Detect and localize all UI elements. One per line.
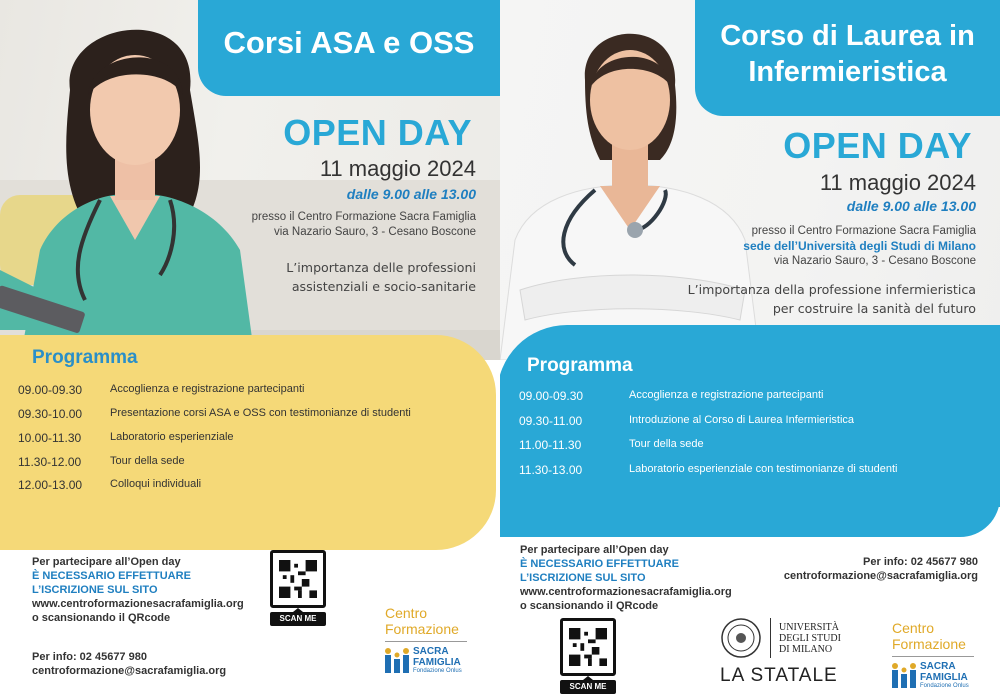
centro-formazione-logo-right	[892, 620, 982, 689]
qr-code-left[interactable]	[270, 550, 326, 630]
qr-code-box	[560, 618, 616, 676]
programma-time: 09.00-09.30	[519, 389, 584, 403]
sacra-famiglia-text	[916, 661, 969, 689]
scan-me-label: SCAN ME	[560, 680, 616, 694]
participate-text: Per partecipare all’Open day	[520, 544, 669, 556]
family-figures-icon	[385, 647, 409, 673]
registration-info-left	[32, 555, 244, 625]
logo-line-2: Formazione	[385, 621, 459, 637]
programma-desc: Laboratorio esperienziale con testimonianze di studenti	[629, 463, 898, 475]
la-statale-wordmark: LA STATALE	[720, 665, 838, 686]
website-link[interactable]: www.centroformazionesacrafamiglia.org	[520, 586, 732, 598]
event-date-left: 11 maggio 2024	[319, 156, 476, 181]
info-phone: Per info: 02 45677 980	[32, 651, 147, 663]
required-line-1: È NECESSARIO EFFETTUARE	[32, 570, 191, 582]
programma-time: 11.30-12.00	[18, 455, 82, 469]
logo-divider	[892, 656, 974, 657]
brand-sub: Fondazione Onlus	[920, 683, 969, 689]
programma-block-left	[0, 335, 496, 550]
programma-desc: Laboratorio esperienziale	[110, 431, 234, 443]
event-location-right	[743, 224, 976, 269]
sacra-famiglia-text	[409, 646, 462, 674]
programma-title-right: Programma	[527, 355, 633, 376]
la-statale-logo	[720, 617, 841, 687]
logo-line-2: Formazione	[892, 636, 966, 652]
university-line-3: DI MILANO	[779, 643, 833, 655]
programma-time: 11.30-13.00	[519, 463, 583, 477]
registration-info-right	[520, 543, 732, 613]
tagline-line-1: L’importanza delle professioni	[286, 260, 476, 275]
contact-info-left	[32, 650, 226, 678]
required-line-2: L’ISCRIZIONE SUL SITO	[32, 584, 158, 596]
family-figures-icon	[892, 662, 916, 688]
sacra-famiglia-mark	[892, 661, 982, 689]
website-link[interactable]: www.centroformazionesacrafamiglia.org	[32, 598, 244, 610]
programma-desc: Introduzione al Corso di Laurea Infermieristica	[629, 414, 855, 426]
programma-desc: Presentazione corsi ASA e OSS con testimonianze di studenti	[110, 407, 411, 419]
university-name	[779, 622, 841, 655]
programma-time: 09.30-10.00	[18, 407, 83, 421]
logo-line-1: Centro	[385, 605, 428, 621]
sacra-famiglia-mark	[385, 646, 475, 674]
scan-me-label: SCAN ME	[270, 612, 326, 626]
open-day-heading-right: OPEN DAY	[783, 125, 972, 166]
open-day-heading-left: OPEN DAY	[283, 112, 472, 153]
university-seal-icon	[720, 617, 762, 659]
contact-info-right	[784, 555, 978, 583]
logo-line-1: Centro	[892, 620, 935, 636]
info-phone: Per info: 02 45677 980	[863, 556, 978, 568]
tagline-line-2: per costruire la sanità del futuro	[772, 301, 976, 316]
title-ribbon-right	[695, 0, 1000, 116]
centro-formazione-logo-left	[385, 605, 475, 674]
event-hours-left: dalle 9.00 alle 13.00	[346, 186, 476, 202]
statale-top	[720, 617, 841, 659]
programma-desc: Tour della sede	[110, 455, 185, 467]
qr-code-box	[270, 550, 326, 608]
programma-time: 12.00-13.00	[18, 478, 83, 492]
qr-note: o scansionando il QRcode	[520, 600, 659, 612]
event-location-left	[252, 210, 476, 240]
tagline-left	[286, 258, 476, 296]
location-line-1: presso il Centro Formazione Sacra Famiglia	[251, 211, 476, 223]
title-line-2: Infermieristica	[748, 56, 947, 88]
brand-line-1: SACRA	[920, 661, 956, 672]
qr-code-icon	[569, 628, 607, 666]
qr-code-right[interactable]	[560, 618, 616, 698]
logo-divider	[385, 641, 467, 642]
brand-sub: Fondazione Onlus	[413, 668, 462, 674]
event-hours-right: dalle 9.00 alle 13.00	[846, 198, 976, 214]
info-email[interactable]: centroformazione@sacrafamiglia.org	[783, 570, 978, 582]
programma-desc: Accoglienza e registrazione partecipanti	[110, 383, 305, 395]
location-line-2: via Nazario Sauro, 3 - Cesano Boscone	[274, 226, 476, 238]
programma-desc: Tour della sede	[629, 438, 704, 450]
programma-time: 10.00-11.30	[18, 431, 82, 445]
university-line-2: DEGLI STUDI	[779, 632, 841, 644]
programma-block-right	[500, 325, 1000, 507]
infermieristica-panel	[500, 0, 1000, 700]
title-ribbon-left: Corsi ASA e OSS	[198, 0, 500, 96]
statale-divider	[770, 618, 771, 658]
location-line-1: presso il Centro Formazione Sacra Famiglia	[751, 225, 976, 237]
participate-text: Per partecipare all’Open day	[32, 556, 181, 568]
brand-line-2: FAMIGLIA	[413, 657, 461, 668]
tagline-line-2: assistenziali e socio-sanitarie	[291, 279, 476, 294]
qr-note: o scansionando il QRcode	[32, 612, 171, 624]
programma-time: 09.30-11.00	[519, 414, 583, 428]
required-line-1: È NECESSARIO EFFETTUARE	[520, 558, 679, 570]
event-date-right: 11 maggio 2024	[819, 170, 976, 195]
required-line-2: L’ISCRIZIONE SUL SITO	[520, 572, 646, 584]
info-email[interactable]: centroformazione@sacrafamiglia.org	[32, 665, 227, 677]
brand-line-2: FAMIGLIA	[920, 672, 968, 683]
university-line-1: UNIVERSITÀ	[779, 621, 839, 633]
programma-desc: Colloqui individuali	[110, 478, 202, 490]
programma-time: 11.00-11.30	[519, 438, 582, 452]
tagline-line-1: L’importanza della professione infermieristica	[687, 282, 976, 297]
tagline-right	[688, 280, 976, 318]
brand-line-1: SACRA	[413, 646, 449, 657]
location-line-2: via Nazario Sauro, 3 - Cesano Boscone	[774, 255, 976, 267]
programma-time: 09.00-09.30	[18, 383, 83, 397]
title-line-1: Corso di Laurea in	[720, 20, 975, 52]
programma-title-left: Programma	[32, 347, 138, 368]
location-university: sede dell’Università degli Studi di Milano	[743, 239, 976, 253]
qr-code-icon	[279, 560, 317, 598]
programma-desc: Accoglienza e registrazione partecipanti	[629, 389, 824, 401]
